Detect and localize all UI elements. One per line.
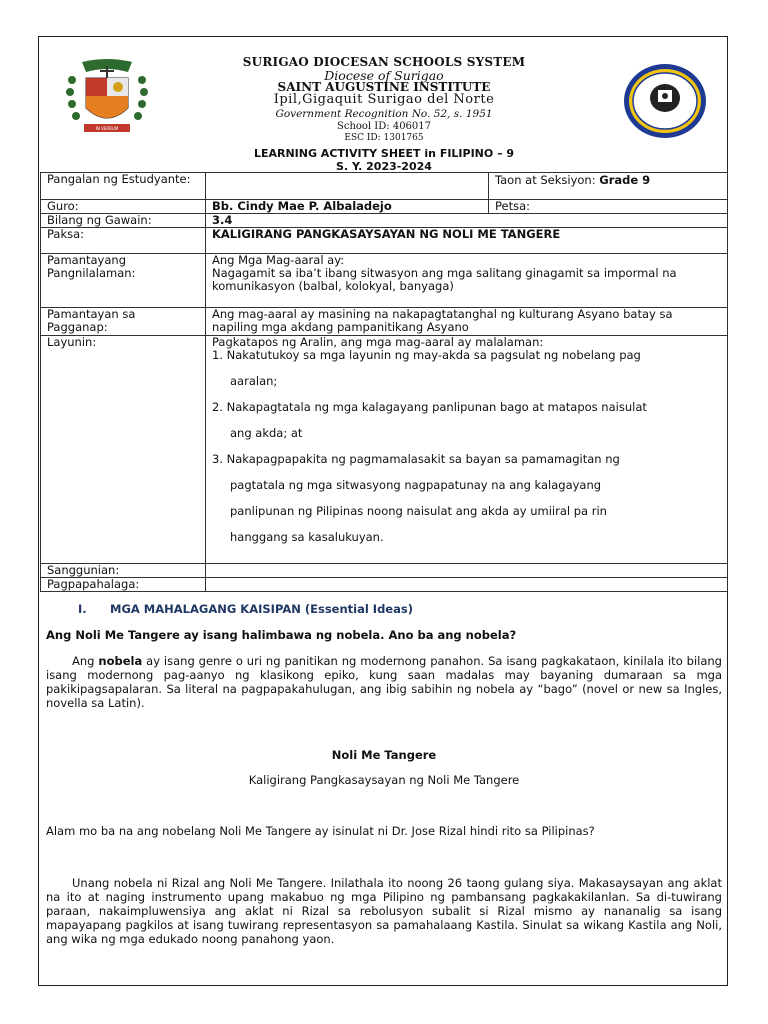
date-label[interactable]: Petsa: bbox=[489, 200, 728, 214]
objective-3-cont-2: panlipunan ng Pilipinas noong naisulat ang akda ay umiiral pa rin bbox=[230, 504, 607, 518]
content-standard-label: Pamantayang Pangnilalaman: bbox=[41, 254, 206, 308]
rizal-question: Alam mo ba na ang nobelang Noli Me Tangere ay isinulat ni Dr. Jose Rizal hindi rito sa Pilipinas? bbox=[46, 824, 595, 838]
student-info-table bbox=[40, 172, 728, 592]
system-name: SURIGAO DIOCESAN SCHOOLS SYSTEM bbox=[242, 55, 526, 69]
objective-3-cont-3: hanggang sa kasalukuyan. bbox=[230, 530, 384, 544]
sheet-title: LEARNING ACTIVITY SHEET in FILIPINO – 9 bbox=[253, 147, 515, 160]
nobela-question: Ang Noli Me Tangere ay isang halimbawa ng nobela. Ano ba ang nobela? bbox=[46, 628, 517, 642]
objectives-list bbox=[206, 336, 728, 564]
objective-1: 1. Nakatutukoy sa mga layunin ng may-akda sa pagsulat ng nobelang pag bbox=[212, 348, 641, 362]
reference-field[interactable] bbox=[206, 564, 728, 578]
noli-title: Noli Me Tangere bbox=[331, 748, 437, 762]
noli-subtitle: Kaligirang Pangkasaysayan ng Noli Me Tangere bbox=[248, 773, 520, 787]
objective-2-cont: ang akda; at bbox=[230, 426, 303, 440]
topic-label: Paksa: bbox=[41, 228, 206, 254]
school-year: S. Y. 2023-2024 bbox=[336, 160, 432, 173]
nobela-definition: ay isang genre o uri ng panitikan ng modernong panahon. Sa isang pagkakataon, kinilala ito bilang isang modernong pag-aanyo ng klasikong epiko, kung saan madalas may bayaning dumaraan sa mga pakikipagsapalaran. Sa literal na pagpapakahulugan, ang ibig sabihin ng nobela ay “bago” (novel or new sa Ingles, novella sa Latin). bbox=[46, 654, 722, 710]
school-location: Ipil,Gigaquit Surigao del Norte bbox=[273, 92, 495, 107]
objectives-label: Layunin: bbox=[41, 336, 206, 564]
objective-3-cont-1: pagtatala ng mga sitwasyong nagpapatunay na ang kalagayang bbox=[230, 478, 602, 492]
teacher-value: Bb. Cindy Mae P. Albaladejo bbox=[206, 200, 489, 214]
content-standard-text: Nagagamit sa iba’t ibang sitwasyon ang mga salitang ginagamit sa impormal na komunikasyon (balbal, kolokyal, banyaga) bbox=[212, 266, 677, 293]
esc-id: ESC ID: 1301765 bbox=[344, 133, 424, 143]
content-standard-value bbox=[206, 254, 728, 308]
section-title: MGA MAHALAGANG KAISIPAN bbox=[110, 602, 301, 616]
objective-3: 3. Nakapagpapakita ng pagmamalasakit sa bayan sa pamamagitan ng bbox=[212, 452, 620, 466]
nobela-lead: Ang bbox=[72, 654, 99, 668]
year-value: Grade 9 bbox=[599, 173, 651, 187]
nobela-paragraph bbox=[46, 654, 722, 710]
objective-2: 2. Nakapagtatala ng mga kalagayang panlipunan bago at matapos naisulat bbox=[212, 400, 647, 414]
school-id: School ID: 406017 bbox=[337, 121, 431, 132]
diocese-name: Diocese of Surigao bbox=[324, 68, 444, 83]
rizal-paragraph bbox=[46, 876, 722, 946]
government-recognition: Government Recognition No. 52, s. 1951 bbox=[275, 108, 493, 120]
nobela-term: nobela bbox=[98, 654, 143, 668]
activity-label: Bilang ng Gawain: bbox=[41, 214, 206, 228]
year-label: Taon at Seksiyon: bbox=[495, 173, 596, 187]
activity-value: 3.4 bbox=[206, 214, 728, 228]
objectives-intro: Pagkatapos ng Aralin, ang mga mag-aaral ay malalaman: bbox=[212, 335, 544, 349]
school-name: SAINT AUGUSTINE INSTITUTE bbox=[277, 80, 491, 94]
rizal-paragraph-text: Unang nobela ni Rizal ang Noli Me Tangere. Inilathala ito noong 26 taong gulang siya. Makasaysayan ang aklat na ito at naging instrumento upang makabuo ng mga Pilipino ng pambansang pagkakakilanlan. Sa di-tuwirang paraan, nakaimpluwensiya ang aklat ni Rizal sa rebolusyon subalit si Rizal mismo ay nananalig sa isang mapayapang pagkilos at isang tuwirang representasyon sa pamahalaang Kastila. Sinulat sa wikang Kastila ang Noli, ang wika ng mga edukado noong panahong yaon. bbox=[46, 876, 722, 946]
svg-text:IN VERBUM: IN VERBUM bbox=[95, 126, 119, 131]
teacher-label: Guro: bbox=[41, 200, 206, 214]
section-subtitle: (Essential Ideas) bbox=[304, 602, 413, 616]
section-number: I. bbox=[78, 602, 87, 616]
name-label: Pangalan ng Estudyante: bbox=[41, 173, 206, 200]
name-field[interactable] bbox=[206, 173, 489, 200]
values-label: Pagpapahalaga: bbox=[41, 578, 206, 592]
topic-value: KALIGIRANG PANGKASAYSAYAN NG NOLI ME TANGERE bbox=[206, 228, 728, 254]
values-field[interactable] bbox=[206, 578, 728, 592]
performance-standard-label: Pamantayan sa Pagganap: bbox=[41, 308, 206, 336]
content-standard-intro: Ang Mga Mag-aaral ay: bbox=[212, 253, 345, 267]
performance-standard-value: Ang mag-aaral ay masining na nakapagtatanghal ng kulturang Asyano batay sa napiling mga akdang pampanitikang Asyano bbox=[206, 308, 728, 336]
reference-label: Sanggunian: bbox=[41, 564, 206, 578]
section-heading bbox=[40, 602, 728, 616]
year-section-cell[interactable] bbox=[489, 173, 728, 200]
objective-1-cont: aaralan; bbox=[230, 374, 278, 388]
